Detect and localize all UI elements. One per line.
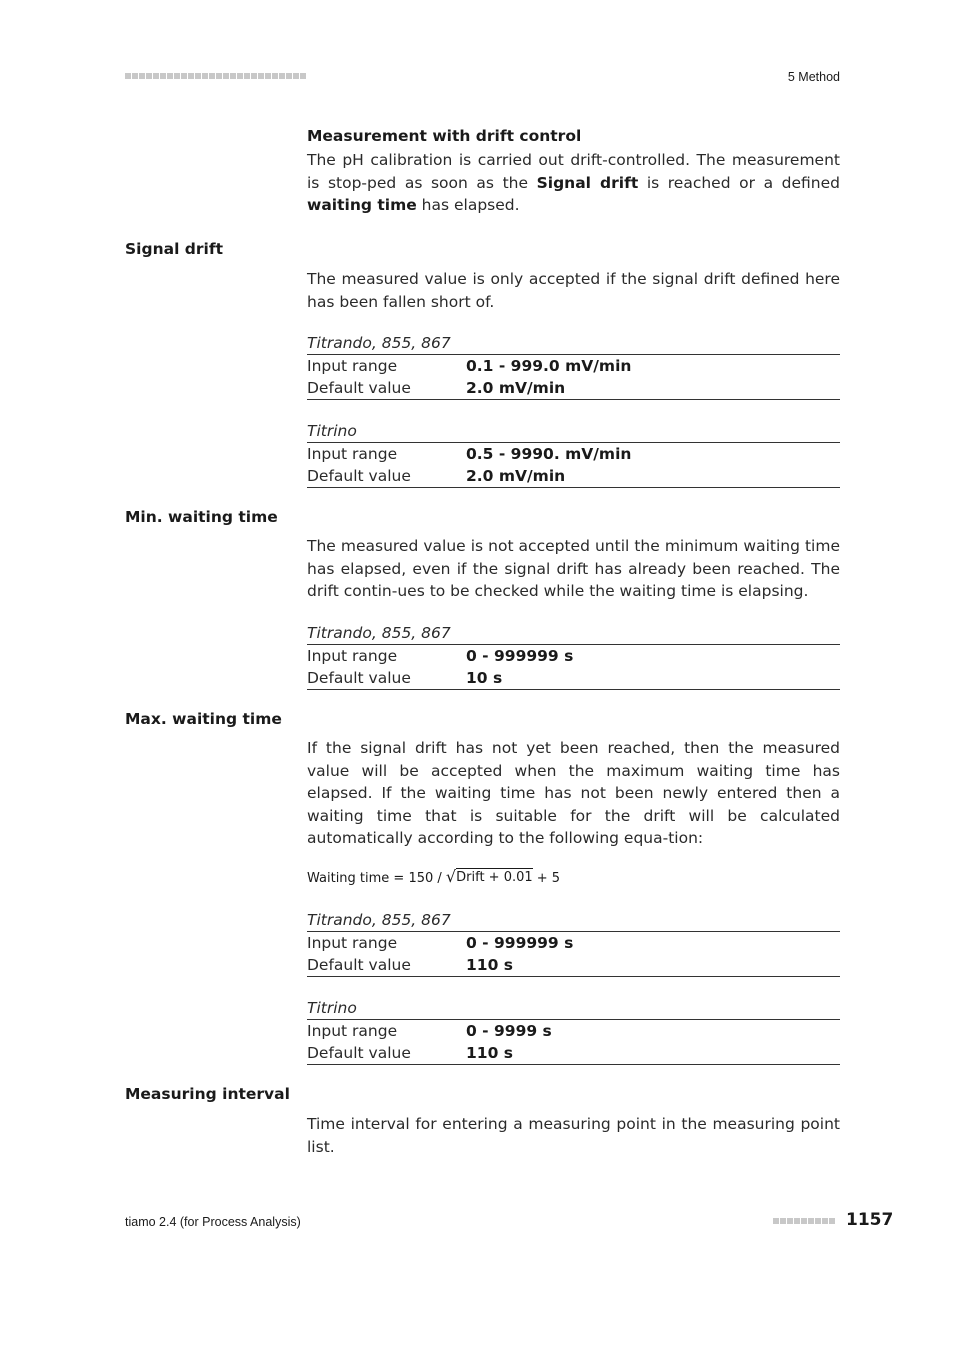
param-row: Default value 2.0 mV/min xyxy=(307,379,566,397)
waiting-time-equation: Waiting time = 150 / √ Drift + 0.01 + 5 xyxy=(307,867,561,886)
square-root: √ Drift + 0.01 xyxy=(445,867,533,886)
drift-control-text: The pH calibration is carried out drift-controlled. The measurement is stop-ped as soon as the Signal drift is reached or a defined waiting time has elapsed. xyxy=(307,151,840,214)
signal-drift-label: Signal drift xyxy=(125,240,223,258)
param-row: Input range 0 - 999999 s xyxy=(307,647,574,665)
measuring-interval-description: Time interval for entering a measuring point in the measuring point list. xyxy=(307,1115,840,1156)
param-table xyxy=(307,622,840,690)
footer-decoration xyxy=(773,1218,835,1224)
measuring-interval-label: Measuring interval xyxy=(125,1085,290,1103)
param-table xyxy=(307,997,840,1065)
drift-control-heading: Measurement with drift control xyxy=(307,127,582,145)
param-table xyxy=(307,420,840,488)
min-waiting-time-description: The measured value is not accepted until the minimum waiting time has elapsed, even if the signal drift has already been reached. The drift contin-ues to be checked while the waiting time is elapsing. xyxy=(307,537,840,600)
param-row: Input range 0.1 - 999.0 mV/min xyxy=(307,357,632,375)
chapter-title: 5 Method xyxy=(787,70,840,84)
drift-control-section xyxy=(307,127,840,217)
param-row: Default value 2.0 mV/min xyxy=(307,467,566,485)
signal-drift-description: The measured value is only accepted if the signal drift defined here has been fallen short of. xyxy=(307,270,840,311)
param-table-caption: Titrando, 855, 867 xyxy=(307,624,451,642)
footer-product: tiamo 2.4 (for Process Analysis) xyxy=(125,1215,301,1229)
max-waiting-time-label: Max. waiting time xyxy=(125,710,282,728)
param-row: Default value 110 s xyxy=(307,956,513,974)
param-table-caption: Titrino xyxy=(307,422,357,440)
min-waiting-time-label: Min. waiting time xyxy=(125,508,278,526)
param-row: Default value 10 s xyxy=(307,669,503,687)
param-row: Input range 0 - 999999 s xyxy=(307,934,574,952)
param-row: Default value 110 s xyxy=(307,1044,513,1062)
param-row: Input range 0 - 9999 s xyxy=(307,1022,552,1040)
param-table-caption: Titrino xyxy=(307,999,357,1017)
max-waiting-time-description: If the signal drift has not yet been reached, then the measured value will be accepted when the maximum waiting time has elapsed. If the waiting time has not been newly entered then a waiting time that is suitable for the drift will be calculated automatically according to the following equa-tion: xyxy=(307,739,840,847)
param-table-caption: Titrando, 855, 867 xyxy=(307,911,451,929)
param-table-caption: Titrando, 855, 867 xyxy=(307,334,451,352)
param-table xyxy=(307,332,840,400)
param-row: Input range 0.5 - 9990. mV/min xyxy=(307,445,632,463)
page-number: 1157 xyxy=(846,1210,894,1230)
header-decoration xyxy=(125,73,306,79)
param-table xyxy=(307,909,840,977)
